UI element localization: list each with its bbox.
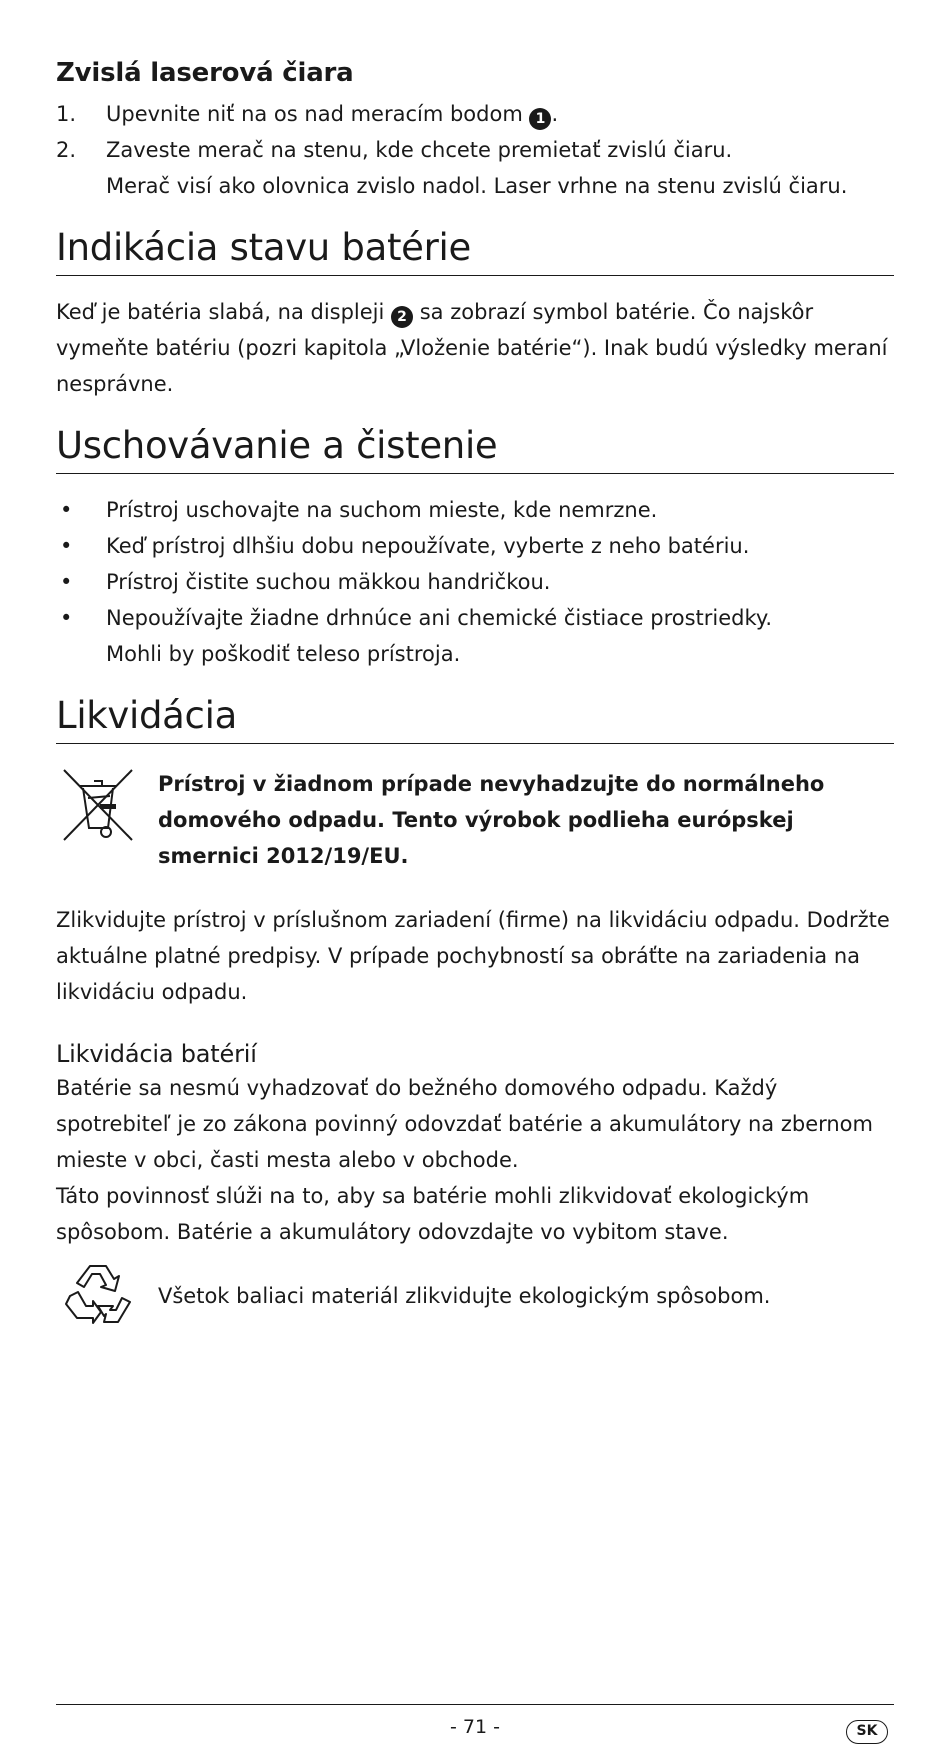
section-heading-disposal: Likvidácia [56,694,894,744]
list-item-text: Nepoužívajte žiadne drhnúce ani chemické čistiace prostriedky. [106,606,773,630]
page-number: - 71 - [450,1716,500,1738]
battery-disposal-paragraph: Táto povinnosť slúži na to, aby sa batérie mohli zlikvidovať ekologickým spôsobom. Batérie a akumulátory odovzdajte vo vybitom stave. [56,1184,810,1244]
list-item-text: Prístroj čistite suchou mäkkou handričkou. [106,570,551,594]
step-text: Upevnite niť na os nad meracím bodom [106,102,523,126]
bullet: • [60,534,73,558]
weee-notice-text: Prístroj v žiadnom prípade nevyhadzujte do normálneho domového odpadu. Tento výrobok podlieha európskej smernici 2012/19/EU. [158,772,825,868]
care-list [56,492,894,672]
section-title-vertical-line: Zvislá laserová čiara [56,58,354,88]
step-continuation: Merač visí ako olovnica zvislo nadol. Laser vrhne na stenu zvislú čiaru. [106,174,848,198]
bullet: • [60,570,73,594]
section-heading-battery-status: Indikácia stavu batérie [56,226,894,276]
bullet: • [60,606,73,630]
steps-list [56,96,894,204]
callout-marker: 2 [391,306,413,328]
crossed-out-wheelie-bin-icon [60,766,136,844]
bullet: • [60,498,73,522]
weee-notice [56,766,894,874]
callout-marker: 1 [529,108,551,130]
paragraph-text: sa zobrazí symbol batérie. Čo najskôr vymeňte batériu (pozri kapitola „Vloženie batérie“). Inak budú výsledky meraní nesprávne. [56,300,888,396]
list-item-continuation: Mohli by poškodiť teleso prístroja. [106,642,461,666]
footer-divider [56,1704,894,1705]
packaging-notice [56,1260,894,1332]
list-item [56,528,894,564]
section-title-battery-disposal: Likvidácia batérií [56,1040,257,1068]
list-item [56,564,894,600]
step-text: Zaveste merač na stenu, kde chcete premietať zvislú čiaru. [106,138,733,162]
list-item-text: Keď prístroj dlhšiu dobu nepoužívate, vyberte z neho batériu. [106,534,750,558]
manual-page [56,58,894,1332]
packaging-notice-text: Všetok baliaci materiál zlikvidujte ekologickým spôsobom. [158,1284,771,1308]
disposal-paragraph: Zlikvidujte prístroj v príslušnom zariadení (firme) na likvidáciu odpadu. Dodržte aktuálne platné predpisy. V prípade pochybností sa obráťte na zariadenia na likvidáciu odpadu. [56,908,890,1004]
language-badge: SK [846,1720,888,1744]
section-heading-storage-cleaning: Uschovávanie a čistenie [56,424,894,474]
list-item [56,132,894,204]
battery-disposal-paragraph: Batérie sa nesmú vyhadzovať do bežného domového odpadu. Každý spotrebiteľ je zo zákona povinný odovzdať batérie a akumulátory na zbernom mieste v obci, časti mesta alebo v obchode. [56,1076,873,1172]
battery-status-paragraph [56,294,894,402]
step-number: 2. [56,138,77,162]
list-item [56,600,894,672]
step-number: 1. [56,102,77,126]
list-item-text: Prístroj uschovajte na suchom mieste, kde nemrzne. [106,498,658,522]
list-item [56,492,894,528]
recycle-icon [60,1260,136,1332]
paragraph-text: Keď je batéria slabá, na displeji [56,300,385,324]
step-punctuation: . [551,102,559,126]
list-item [56,96,894,132]
